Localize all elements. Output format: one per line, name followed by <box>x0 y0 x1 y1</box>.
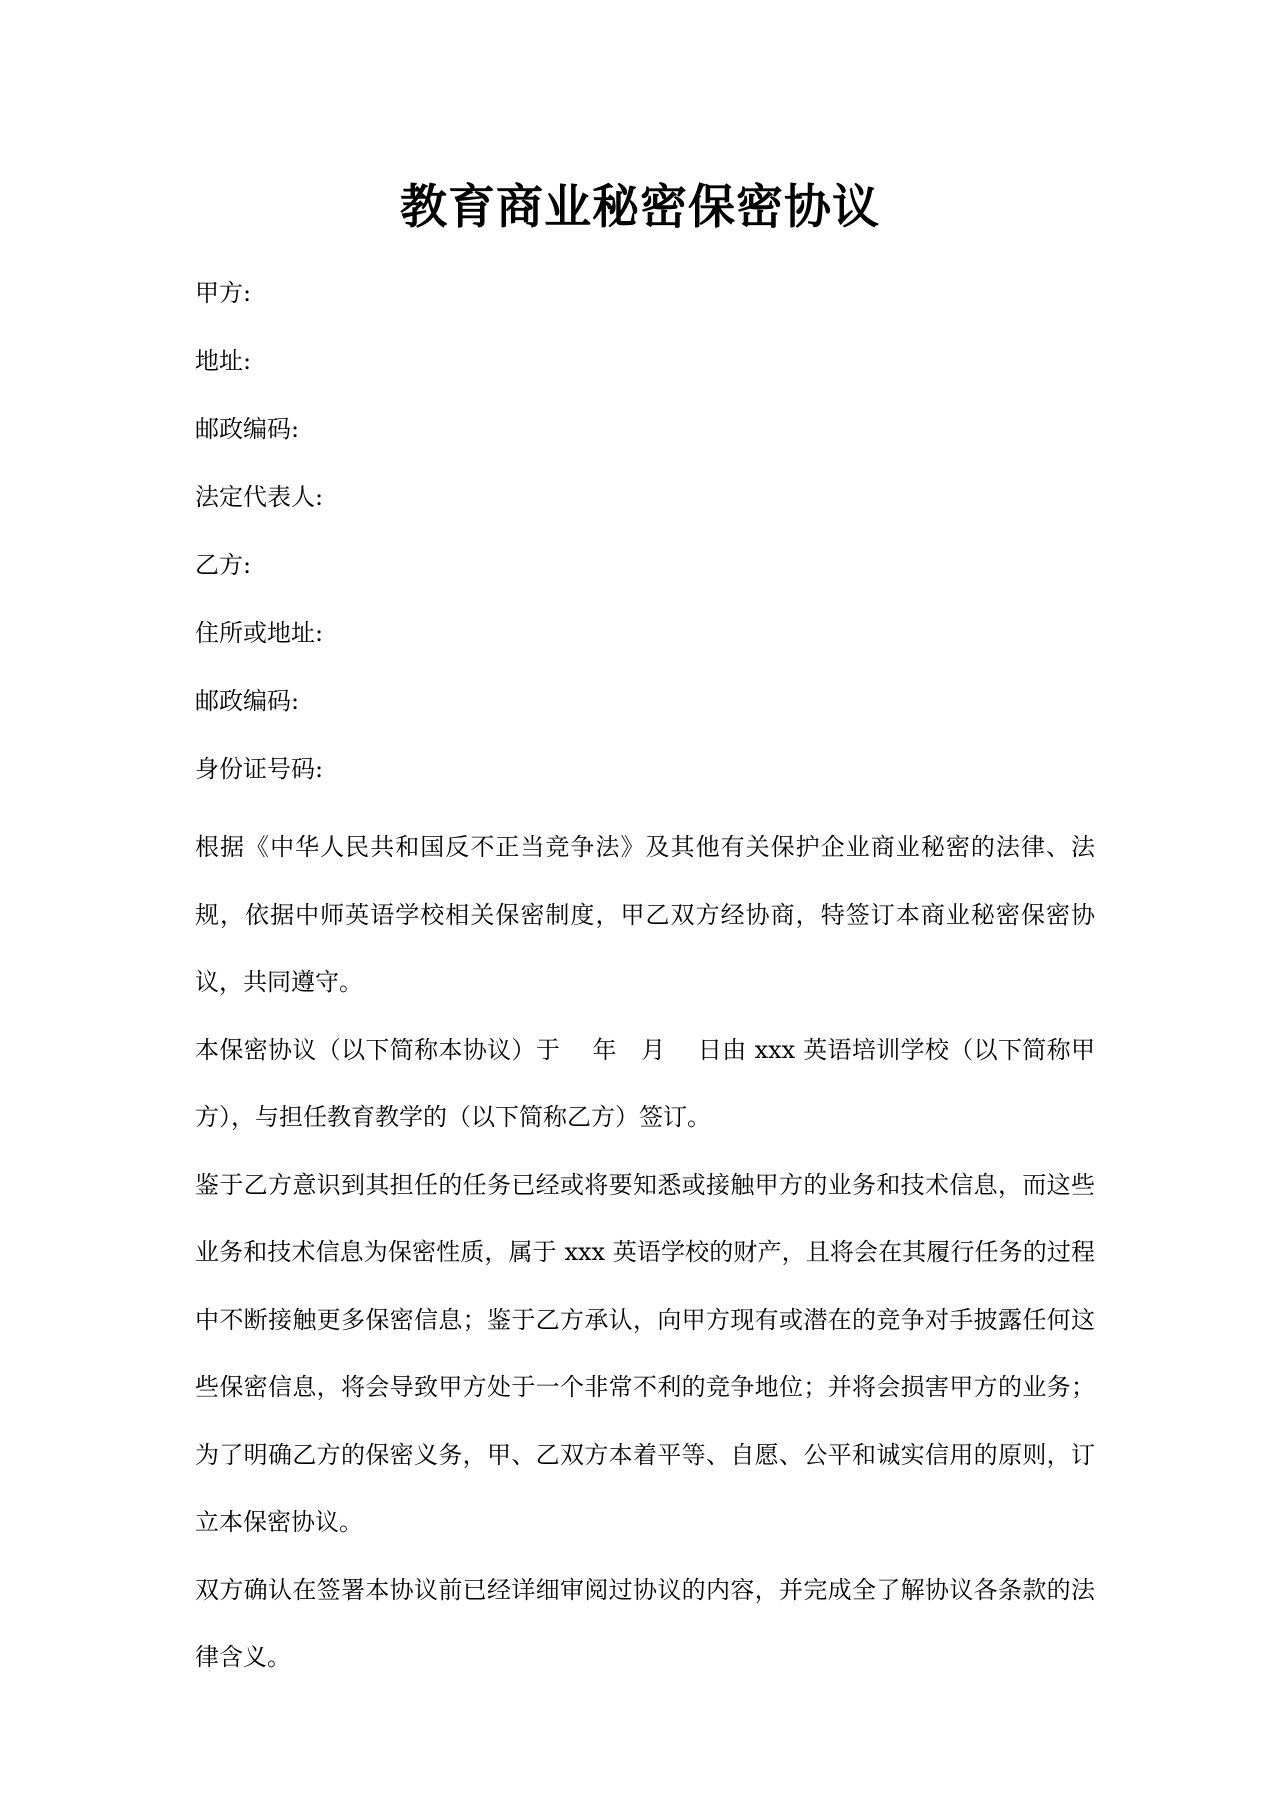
document-title: 教育商业秘密保密协议 <box>400 180 880 235</box>
field-id-number: 身份证号码: <box>195 755 324 783</box>
paragraph-signing: 本保密协议（以下简称本协议）于 年 月 日由 xxx 英语培训学校（以下简称甲方），与担任教育教学的（以下简称乙方）签订。 <box>195 1035 1095 1131</box>
field-party-a: 甲方: <box>195 279 252 307</box>
paragraph-legal-basis: 根据《中华人民共和国反不正当竞争法》及其他有关保护企业商业秘密的法律、法规，依据中师英语学校相关保密制度，甲乙双方经协商，特签订本商业秘密保密协议，共同遵守。 <box>195 833 1095 996</box>
field-address: 地址: <box>195 347 252 375</box>
document-body <box>195 270 1095 1692</box>
field-party-b: 乙方: <box>195 551 252 579</box>
paragraph-recitals: 鉴于乙方意识到其担任的任务已经或将要知悉或接触甲方的业务和技术信息，而这些业务和技术信息为保密性质，属于 xxx 英语学校的财产，且将会在其履行任务的过程中不断接触更多保密信息；鉴于乙方承认，向甲方现有或潜在的竞争对手披露任何这些保密信息，将会导致甲方处于一个非常不利的竞争地位；并将会损害甲方的业务；为了明确乙方的保密义务，甲、乙双方本着平等、自愿、公平和诚实信用的原则，订立本保密协议。 <box>195 1170 1095 1536</box>
field-legal-representative: 法定代表人: <box>195 483 324 511</box>
field-postal-code: 邮政编码: <box>195 415 300 443</box>
field-residence-address: 住所或地址: <box>195 619 324 647</box>
field-postal-code-b: 邮政编码: <box>195 687 300 715</box>
paragraph-confirmation: 双方确认在签署本协议前已经详细审阅过协议的内容，并完成全了解协议各条款的法律含义。 <box>195 1575 1095 1671</box>
